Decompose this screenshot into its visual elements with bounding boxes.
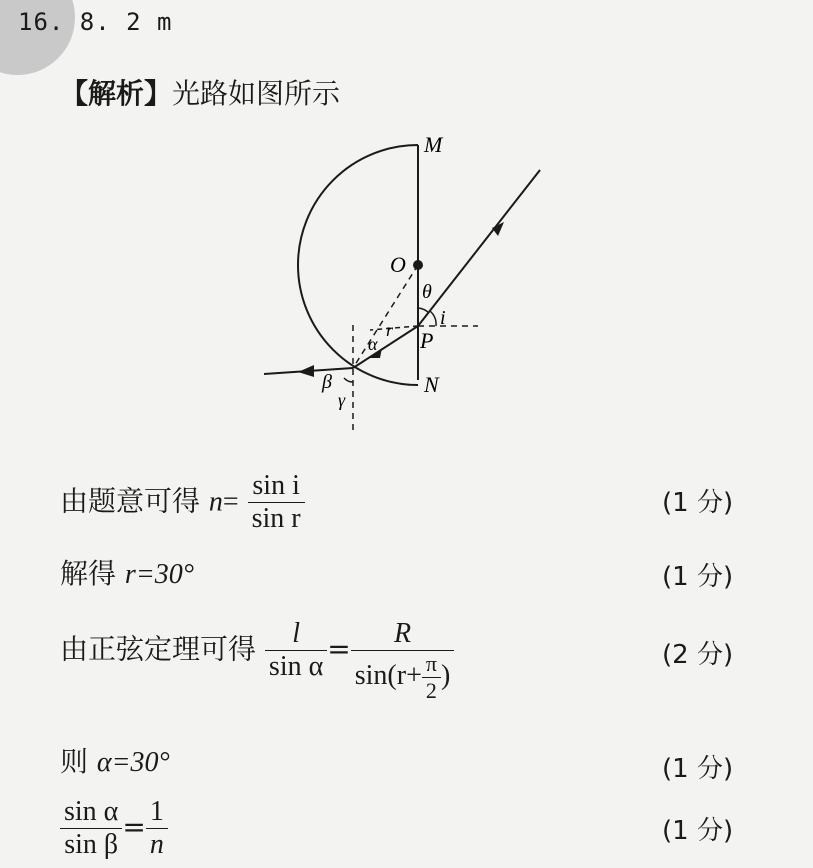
radius-dashed [353, 265, 418, 368]
step-4-expr: α=30° [96, 747, 170, 778]
step-5-den1: sin β [64, 829, 119, 860]
label-gamma: γ [338, 390, 346, 410]
step-5-score: (1 分) [662, 816, 734, 846]
step-3-prefix: 由正弦定理可得 [60, 632, 257, 666]
step-2-score: (1 分) [662, 562, 734, 592]
step-3-eq: = [327, 632, 351, 666]
step-4-prefix: 则 [60, 745, 89, 778]
step-5-eq: = [122, 810, 146, 844]
answer-header: 16. 8. 2 m [18, 8, 173, 36]
gamma-arc [344, 378, 353, 382]
step-3-den2 [351, 651, 455, 704]
analysis-label: 【解析】 [60, 77, 173, 110]
analysis-text: 光路如图所示 [172, 77, 341, 110]
step-1-eq: = [222, 486, 239, 518]
step-5-den2: n [149, 829, 164, 860]
emergent-arrow [298, 365, 314, 377]
step-3-num1: l [265, 618, 327, 651]
step-1-num: sin i [248, 470, 305, 503]
step-5-num1: sin α [60, 796, 122, 829]
step-3-frac-right [351, 618, 455, 704]
step-3-pi-frac [422, 651, 441, 704]
step-5-num2: 1 [146, 796, 168, 829]
label-i: i [440, 307, 446, 329]
incident-ray [418, 170, 540, 326]
step-3-den1: sin α [268, 651, 324, 682]
step-3-num2: R [351, 618, 455, 651]
label-P: P [420, 328, 434, 353]
label-theta: θ [422, 281, 432, 303]
label-r: r [386, 320, 394, 340]
step-1-score: (1 分) [662, 488, 734, 518]
step-4 [60, 740, 170, 780]
step-2-expr: r=30° [124, 559, 194, 590]
step-4-score: (1 分) [662, 754, 734, 784]
theta-arc [418, 308, 429, 313]
label-beta: β [322, 371, 332, 393]
step-1 [60, 470, 305, 535]
step-5-frac-left [60, 796, 122, 861]
step-3-score: (2 分) [662, 640, 734, 670]
step-3-pi-num: π [422, 651, 441, 678]
label-O: O [390, 252, 406, 277]
step-3-pi-den: 2 [425, 678, 437, 703]
label-alpha: α [368, 334, 378, 354]
step-3-den2-pre: sin(r+ [354, 659, 422, 691]
step-3 [60, 618, 454, 704]
step-1-den: sin r [251, 503, 301, 534]
step-3-frac-left [265, 618, 327, 683]
step-2 [60, 552, 194, 592]
label-M: M [424, 132, 443, 157]
optics-diagram [240, 130, 560, 435]
step-1-prefix: 由题意可得 [60, 484, 201, 518]
i-arc [430, 311, 436, 326]
step-1-lhs: n [208, 486, 223, 518]
step-3-den2-post: ) [440, 659, 451, 691]
label-N: N [424, 372, 439, 397]
analysis-line [60, 72, 340, 112]
step-2-prefix: 解得 [60, 557, 117, 590]
inner-dashed [370, 326, 418, 330]
step-1-fraction [248, 470, 305, 535]
step-5-frac-right [146, 796, 168, 861]
step-5 [60, 796, 168, 861]
